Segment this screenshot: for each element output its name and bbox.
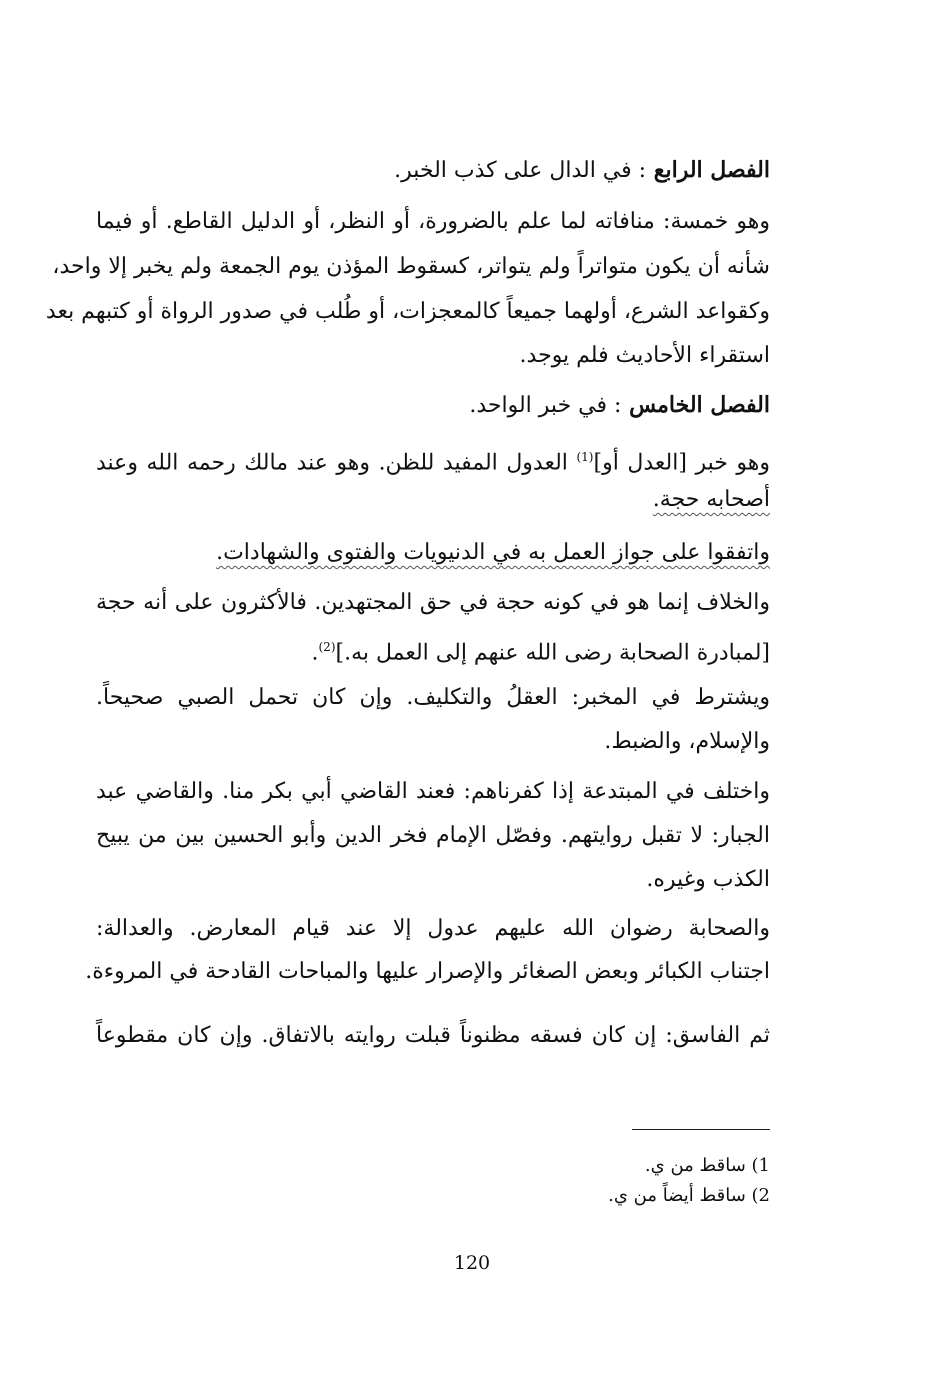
section-5-subtitle: : في خبر الواحد. xyxy=(469,393,622,418)
section-4-heading xyxy=(394,155,770,186)
para-5-line-1: ويشترط في المخبر: العقلُ والتكليف. وإن كان تحمل الصبي صحيحاً. xyxy=(96,685,770,710)
footnote-1-number: 1) xyxy=(751,1155,770,1176)
section-5-heading xyxy=(469,390,770,421)
para-1-line-4: استقراء الأحاديث فلم يوجد. xyxy=(519,343,770,368)
para-3-underlined-text: واتفقوا على جواز العمل به في الدنيويات والفتوى والشهادات. xyxy=(216,540,770,565)
footnote-ref-2: (2) xyxy=(318,640,336,654)
para-5-line-2: والإسلام، والضبط. xyxy=(604,729,770,754)
para-1-line-3: وكقواعد الشرع، أولهما جميعاً كالمعجزات، أو طُلب في صدور الرواة أو كتبهم بعد xyxy=(45,299,770,324)
section-4-title: الفصل الرابع xyxy=(653,157,770,183)
para-4-text-a: [لمبادرة الصحابة رضى الله عنهم إلى العمل به.] xyxy=(335,640,770,666)
para-2-line-2 xyxy=(653,485,770,515)
para-6-line-3: الكذب وغيره. xyxy=(646,867,770,892)
para-6-line-2: الجبار: لا تقبل روايتهم. وفصّل الإمام فخر الدين وأبو الحسين بين من يبيح xyxy=(96,823,770,848)
footnote-ref-1: (1) xyxy=(576,450,594,464)
para-2-underlined-text: أصحابه حجة. xyxy=(652,487,770,512)
footnote-1-text: ساقط من ي. xyxy=(644,1155,746,1176)
section-5-title: الفصل الخامس xyxy=(629,392,770,418)
para-4-line-2 xyxy=(311,632,770,668)
para-6-line-1: واختلف في المبتدعة إذا كفرناهم: فعند القاضي أبي بكر منا. والقاضي عبد xyxy=(96,779,770,804)
para-1-line-2: شأنه أن يكون متواتراً ولم يتواتر، كسقوط المؤذن يوم الجمعة ولم يخبر إلا واحد، xyxy=(52,254,770,279)
page-number: 120 xyxy=(453,1252,491,1274)
para-2-line-1 xyxy=(96,442,770,478)
para-4-text-b: . xyxy=(311,640,319,666)
para-8-line-1: ثم الفاسق: إن كان فسقه مظنوناً قبلت روايته بالاتفاق. وإن كان مقطوعاً xyxy=(96,1023,770,1048)
para-7-line-1: والصحابة رضوان الله عليهم عدول إلا عند قيام المعارض. والعدالة: xyxy=(96,916,770,941)
para-4-line-1: والخلاف إنما هو في كونه حجة في حق المجتهدين. فالأكثرون على أنه حجة xyxy=(96,590,770,615)
footnote-2-text: ساقط أيضاً من ي. xyxy=(608,1185,746,1206)
footnote-1 xyxy=(645,1153,770,1179)
para-2-text-a: وهو خبر [العدل أو] xyxy=(593,450,770,476)
footnote-2 xyxy=(608,1183,770,1209)
para-3-line-1 xyxy=(216,538,770,568)
para-7-line-2: اجتناب الكبائر وبعض الصغائر والإصرار عليها والمباحات القادحة في المروءة. xyxy=(85,959,770,984)
footnote-divider xyxy=(632,1129,770,1130)
para-1-line-1: وهو خمسة: منافاته لما علم بالضرورة، أو النظر، أو الدليل القاطع. أو فيما xyxy=(96,209,770,234)
section-4-subtitle: : في الدال على كذب الخبر. xyxy=(394,158,647,183)
footnote-2-number: 2) xyxy=(751,1185,770,1206)
para-2-text-b: العدول المفيد للظن. وهو عند مالك رحمه الله وعند xyxy=(96,450,577,476)
